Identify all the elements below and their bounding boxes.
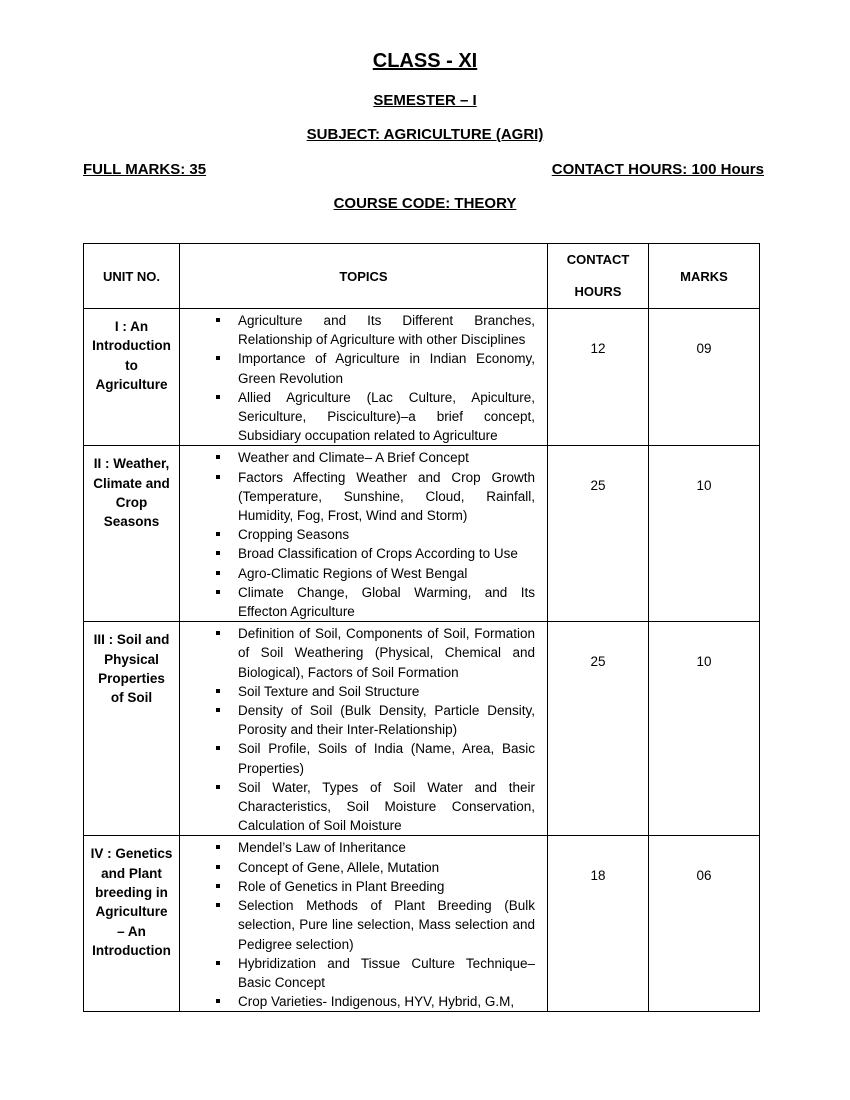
- contact-hours-cell: 18: [548, 836, 649, 1012]
- topics-cell: [180, 836, 548, 1012]
- topic-item: Selection Methods of Plant Breeding (Bulk selection, Pure line selection, Mass selection and Pedigree selection): [238, 896, 535, 954]
- topic-item: Density of Soil (Bulk Density, Particle Density, Porosity and their Inter-Relationship): [238, 701, 535, 739]
- column-header-contact-line2: HOURS: [574, 284, 622, 299]
- course-code-heading: COURSE CODE: THEORY: [333, 195, 517, 212]
- topic-item: Cropping Seasons: [238, 525, 535, 544]
- unit-line: Climate and: [93, 475, 170, 491]
- topic-item: Mendel’s Law of Inheritance: [238, 838, 535, 857]
- topic-item: Definition of Soil, Components of Soil, Formation of Soil Weathering (Physical, Chemical and Biological), Factors of Soil Formation: [238, 624, 535, 682]
- semester-heading: SEMESTER – I: [373, 92, 477, 109]
- unit-cell: [84, 446, 180, 622]
- topic-item: Soil Texture and Soil Structure: [238, 682, 535, 701]
- unit-line: Introduction: [92, 338, 171, 354]
- page-title: CLASS - XI: [372, 50, 478, 72]
- unit-line: to: [125, 357, 138, 373]
- subject-heading: SUBJECT: AGRICULTURE (AGRI): [306, 126, 544, 143]
- unit-line: Properties: [98, 670, 165, 686]
- unit-line: of Soil: [110, 690, 153, 706]
- unit-line: – An: [117, 923, 146, 939]
- contact-hours-cell: 25: [548, 622, 649, 836]
- unit-line: IV : Genetics: [90, 846, 173, 862]
- marks-cell: 10: [649, 446, 760, 622]
- unit-line: Agriculture: [95, 376, 168, 392]
- unit-line: Physical: [104, 651, 159, 667]
- topic-item: Crop Varieties- Indigenous, HYV, Hybrid, G.M,: [238, 992, 535, 1011]
- unit-line: Introduction: [92, 942, 171, 958]
- unit-line: III : Soil and: [93, 632, 170, 648]
- unit-line: Agriculture: [95, 904, 168, 920]
- unit-line: breeding in: [95, 885, 168, 901]
- topic-item: Agriculture and Its Different Branches, Relationship of Agriculture with other Disciplines: [238, 311, 535, 349]
- topic-item: Concept of Gene, Allele, Mutation: [238, 858, 535, 877]
- contact-hours-cell: 25: [548, 446, 649, 622]
- topic-item: Weather and Climate– A Brief Concept: [238, 448, 535, 467]
- column-header-marks: MARKS: [649, 244, 760, 309]
- unit-line: I : An: [114, 319, 149, 334]
- unit-line: and Plant: [101, 865, 162, 881]
- topic-item: Role of Genetics in Plant Breeding: [238, 877, 535, 896]
- table-row: [84, 309, 760, 446]
- unit-cell: [84, 836, 180, 1012]
- topic-item: Soil Water, Types of Soil Water and their Characteristics, Soil Moisture Conservation, Calculation of Soil Moisture: [238, 778, 535, 836]
- unit-cell: [84, 309, 180, 446]
- topics-cell: [180, 622, 548, 836]
- unit-line: Crop: [115, 495, 148, 511]
- topic-item: Climate Change, Global Warming, and Its Effecton Agriculture: [238, 583, 535, 621]
- topic-item: Soil Profile, Soils of India (Name, Area, Basic Properties): [238, 739, 535, 777]
- contact-hours-label: CONTACT HOURS: 100 Hours: [551, 161, 764, 178]
- topic-list: [190, 311, 535, 445]
- unit-cell: [84, 622, 180, 836]
- column-header-topics: TOPICS: [180, 244, 548, 309]
- table-header-row: [84, 244, 760, 309]
- syllabus-table: [83, 243, 760, 1012]
- topic-item: Importance of Agriculture in Indian Economy, Green Revolution: [238, 349, 535, 387]
- table-row: [84, 446, 760, 622]
- marks-cell: 06: [649, 836, 760, 1012]
- topic-item: Agro-Climatic Regions of West Bengal: [238, 564, 535, 583]
- contact-hours-cell: 12: [548, 309, 649, 446]
- unit-line: Seasons: [103, 514, 160, 530]
- topic-item: Factors Affecting Weather and Crop Growth (Temperature, Sunshine, Cloud, Rainfall, Humidity, Fog, Frost, Wind and Storm): [238, 468, 535, 526]
- topic-list: [190, 838, 535, 1011]
- column-header-contact-line1: CONTACT: [566, 252, 630, 267]
- topic-item: Hybridization and Tissue Culture Technique– Basic Concept: [238, 954, 535, 992]
- topic-item: Allied Agriculture (Lac Culture, Apiculture, Sericulture, Pisciculture)–a brief concept, Subsidiary occupation related to Agriculture: [238, 388, 535, 446]
- full-marks-label: FULL MARKS: 35: [83, 161, 207, 178]
- column-header-unit: UNIT NO.: [84, 244, 180, 309]
- column-header-contact-hours: [548, 244, 649, 309]
- topic-list: [190, 624, 535, 835]
- table-row: [84, 622, 760, 836]
- topics-cell: [180, 309, 548, 446]
- marks-cell: 10: [649, 622, 760, 836]
- table-row: [84, 836, 760, 1012]
- topic-item: Broad Classification of Crops According to Use: [238, 544, 535, 563]
- unit-line: II : Weather,: [93, 456, 170, 472]
- marks-cell: 09: [649, 309, 760, 446]
- topics-cell: [180, 446, 548, 622]
- topic-list: [190, 448, 535, 621]
